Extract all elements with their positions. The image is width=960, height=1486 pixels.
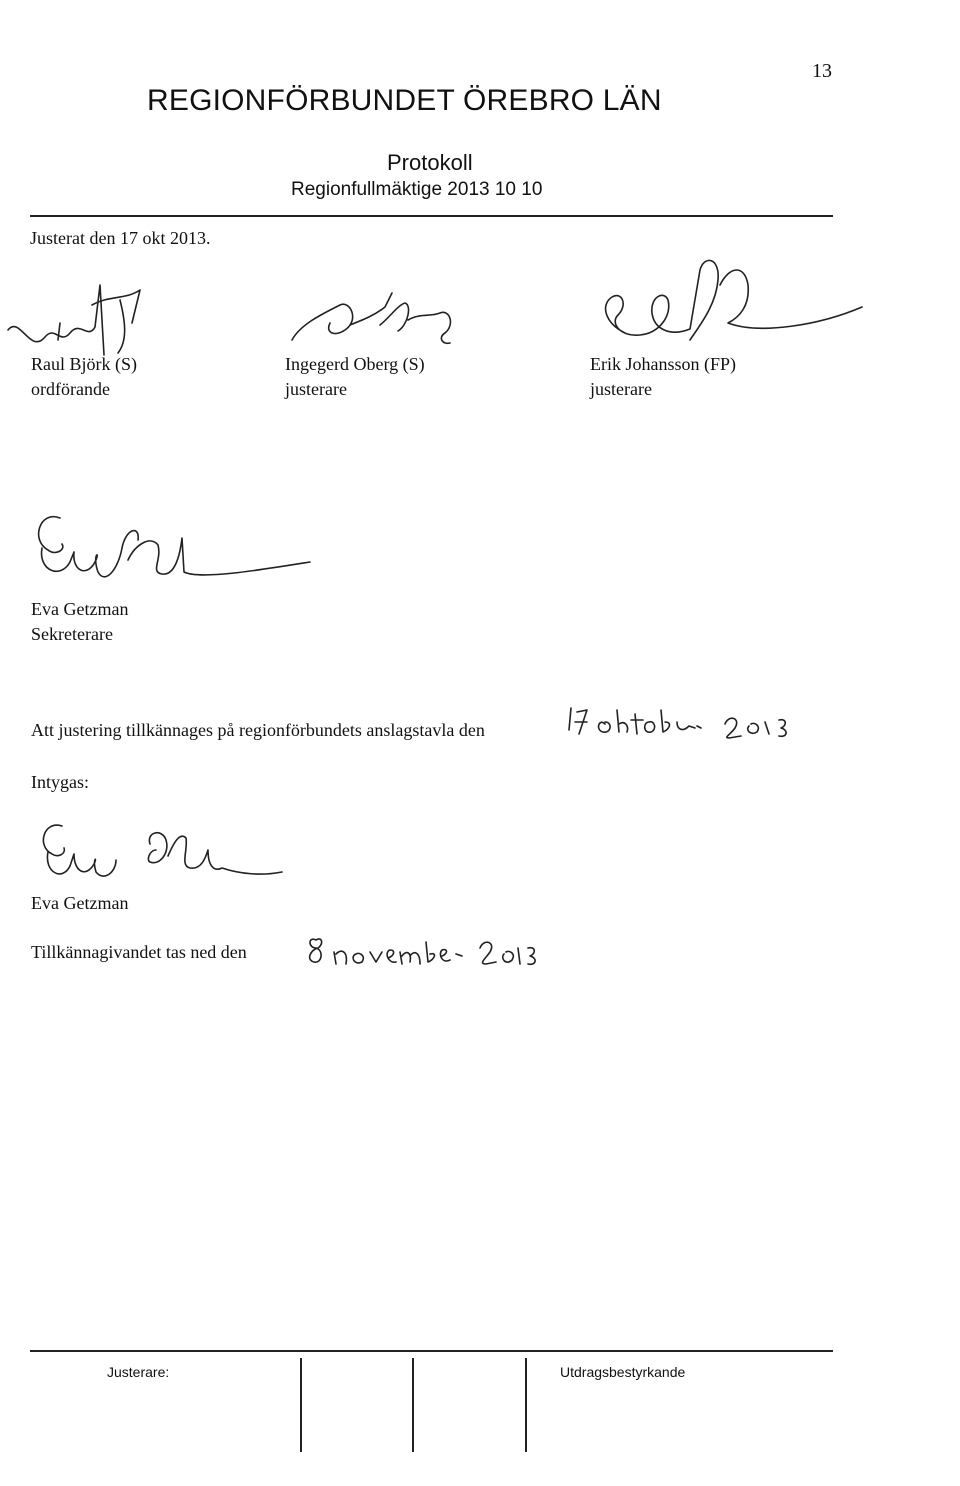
signatory-role: justerare <box>285 379 347 399</box>
signatory-name: Raul Björk (S) <box>31 354 137 374</box>
signatory-role: ordförande <box>31 379 110 399</box>
certifier-name: Eva Getzman <box>31 893 129 913</box>
signatory-name: Ingegerd Oberg (S) <box>285 354 425 374</box>
removal-notice: Tillkännagivandet tas ned den <box>31 942 247 962</box>
footer-initial-box-divider <box>525 1358 527 1452</box>
footer-utdrag-label: Utdragsbestyrkande <box>560 1364 686 1380</box>
handwritten-removal-date <box>300 928 560 974</box>
document-type: Protokoll <box>387 150 473 175</box>
header-divider <box>30 215 833 217</box>
footer-initial-box-divider <box>412 1358 414 1452</box>
secretary-role: Sekreterare <box>31 624 113 644</box>
intygas-label: Intygas: <box>31 772 89 792</box>
footer-divider <box>30 1350 833 1352</box>
page-number: 13 <box>812 60 832 82</box>
secretary-name: Eva Getzman <box>31 599 129 619</box>
meeting-title: Regionfullmäktige 2013 10 10 <box>291 179 543 200</box>
adjustment-date: Justerat den 17 okt 2013. <box>30 228 211 248</box>
footer-justerare-label: Justerare: <box>107 1364 170 1380</box>
signatory-name: Erik Johansson (FP) <box>590 354 737 374</box>
secretary-signature <box>0 500 340 590</box>
organization-name: REGIONFÖRBUNDET ÖREBRO LÄN <box>147 84 662 117</box>
signatory-role: justerare <box>590 379 652 399</box>
signature-scribbles <box>0 245 960 415</box>
handwritten-posting-date <box>565 700 805 750</box>
posting-notice: Att justering tillkännages på regionförbundets anslagstavla den <box>31 720 485 740</box>
certification-signature <box>0 810 300 890</box>
footer-initial-box-divider <box>300 1358 302 1452</box>
